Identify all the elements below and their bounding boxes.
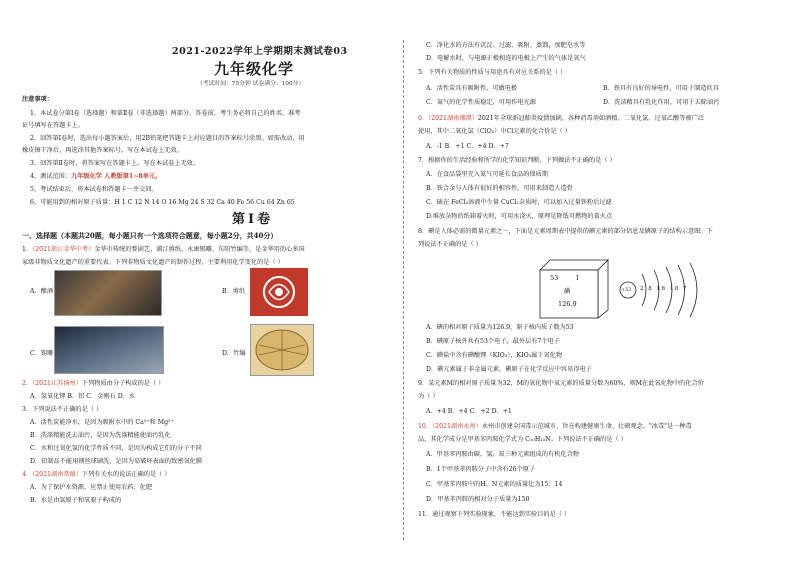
papercut-pattern-icon [251,269,307,315]
q1-line1 [22,246,305,254]
q9-options: A．+4 B．+4 C．+2 D．+1 [426,408,512,415]
note-2a: 2、回答第Ⅰ卷时，选出每小题答案后，用2B铅笔把答题卡上对应题目的答案标号涂黑。如需改动，用 [30,135,305,142]
q8-option-d: D．碘元素属于非金属元素，碘原子在化学反应中容易得电子 [426,366,592,373]
q9-line2: 为（ ） [418,393,439,400]
note-1a: 1、本试卷分第Ⅰ卷（选择题）和第Ⅱ卷（非选择题）两部分。答卷前，考生务必将自己的姓名、准考 [30,110,301,117]
q5-option-a: A．活性炭具有吸附性，可做电极 [426,85,518,92]
q6-options: A．-1 B．+1 C．+4 D．+7 [426,143,509,150]
q3-option-b: B．洗涤精能洗去油污，是因为洗涤精能使油污乳化 [30,432,171,439]
q1-line2: 家级非物质文化遗产的重要代表。下列非物质文化遗产的制作过程，主要利用化学变化的是（ ） [22,259,284,266]
q9-text: 9．某元素M的相对原子质量为32，M的氧化物中氧元素的质量分数为60%，则M在此氧化物中的化合价 [418,380,704,387]
q7-text: 7．根据你的生活经验和所学的化学知识判断，下列做法不正确的是（ ） [418,157,616,164]
q3-option-c: C．水和过氧化氢的化学性质不同，是因为构成它们的分子不同 [30,445,202,452]
q1-number: 1． [22,246,33,253]
q2-text: 下列物质由分子构成的是（ ） [81,380,165,387]
iodine-symbol: I [576,274,579,282]
q1-source: （2021浙江金华中考） [32,246,95,253]
iodine-atom-structure [618,260,738,320]
note-6: 6、可能用到的相对原子质量：H 1 C 12 N 14 O 16 Mg 24 S 32 Ca 40 Fe 56 Cu 64 Zn 65 [30,199,295,206]
q7-option-c: C．硫在 FeCl₃溶液中少量 CuCl₂杂质时，可以加入过量铁粉后过滤 [426,199,612,206]
q10-option-b: B．1个甲基苯丙胺分子中含有26个原子 [426,466,536,473]
q8-text: 8．碘是人体必需的微量元素之一，下面是元素周期表中提供的碘元素的部分信息及碘原子的结构示意图。下 [418,228,713,235]
note-4-label: 4、测试范围： [30,173,72,180]
q6-line [418,115,704,123]
q10-line [418,423,692,431]
iodine-element-cell [536,258,610,320]
q1-option-b: B．剪纸 [222,288,246,295]
q10-option-c: C．甲基苯丙胺中的H、N元素的质量比为15：14 [426,481,563,488]
note-3: 3、回答第Ⅱ卷时，将答案写在答题卡上。写在本试卷上无效。 [30,160,200,167]
q3-option-d: D．铝制品不能用钢丝球刷洗，是因为易破坏表面的致密氧化膜 [30,458,203,465]
q1-option-d: D．竹编 [222,350,246,357]
q8-option-a: A．碘的相对原子质量为126.9，原子核内质子数为53 [426,324,574,331]
q1-option-a: A．酿酒 [30,288,54,295]
q4-option-a: A．为了保护水资源，应禁止使用农药、化肥 [30,484,153,491]
q5-text: 5．下列有关物质的性质与用途具有对应关系的是（ ） [418,69,567,76]
q6-source: 6．（2021湖南湘潭） [418,115,478,122]
q1-text: 金华市传统的婺剧艺、浦江剪纸、永康锡雕、东阳竹编等，是金华用的心多国 [94,246,305,253]
q7-option-a: A．在食品袋里充入氮气可延长食品的保质期 [426,171,549,178]
q4-option-b: B．水是由氢原子和氧原子构成的 [30,497,122,504]
iodine-atomic-mass: 126.9 [558,300,577,308]
note-4-scope: 九年级化学 人教版第1~8单元。 [71,173,162,180]
column-divider [403,40,404,540]
element-cube-icon [536,258,610,320]
q1-image-brewing [54,270,162,316]
q10-text: 永州市创建全国毒示范城市，旨在构建健康生命、壮硕观念。"冰毒"是一种毒 [481,423,692,430]
q3-option-a: A．活性炭能净水，是因为吸附水中的 Ca²⁺和 Mg²⁺ [30,419,174,426]
q8-option-c: C．碘盐中含有碘酸钾（KIO₃），KIO₃属于氧化物 [426,352,563,359]
q10-option-d: D．甲基苯丙胺的相对分子质量为150 [426,496,530,503]
notes-title: 注意事项： [22,96,53,103]
q2-line [22,380,164,388]
q6-text: 2021年全球新冠肺炎疫情加剧，各种消毒剂如酒精、二氧化氯、过氧乙酸等被广泛 [477,115,705,122]
q10-line2: 品，其化学成分是甲基苯丙胺化学式为 C₁₀H₁₅N。下列说法不正确的是（ ） [418,436,627,443]
q5-option-c: C．氮气的化学性质稳定，可用作电光源 [426,99,536,106]
q1-image-papercut [250,268,308,316]
left-column [22,0,392,562]
q11-text: 11．通过观察下列实验现象，不能达到实验目的是（ ） [418,511,571,518]
q7-option-d: D.堆放杂物的纸箱着火时，可用水浇灭，原理是降低可燃物的着火点 [426,213,613,220]
q1-option-c: C．锡雕 [30,350,54,357]
iodine-atomic-number: 53 [550,274,559,282]
exam-meta: （考试时间：75分钟 试卷满分：100分） [197,81,305,87]
q6-line2: 使用，其中二氧化氯（ClO₂）中Cl元素的化合价是（ ） [418,128,571,135]
q4-source: 4．（2021湖南常德） [22,471,82,478]
bamboo-weave-icon [251,325,313,375]
q1-image-tin-carving [54,326,164,374]
nucleus-charge: +53 [621,287,632,293]
q1-image-bamboo-weaving [250,324,314,376]
q10-source: 10．（2021湖南永州） [418,423,482,430]
q4-option-d: D．电解水时，与电源正极相连的电极上产生的气体是氧气 [426,55,586,62]
note-4 [30,173,161,181]
iodine-name: 碘 [564,287,571,295]
q4-option-c: C．净化水的方法有沉淀、过滤、吸附、蒸馏、加肥皂水等 [426,42,586,49]
note-1b: 证号填写在答题卡上。 [22,122,84,129]
q2-options: A．氢氧化钾 B．铝 C．金刚石 D．水 [30,393,136,400]
juan-title: 第Ⅰ卷 [232,212,274,227]
q5-option-d: D．洗洁精具有乳化作用，可用于去除油污 [603,99,720,106]
q5-option-b: B．铁具有良好的导电性，可用于制造炊具 [603,85,719,92]
note-2b: 橡皮擦干净后，再选涂其他答案标号。写在本试卷上无效。 [22,147,183,154]
q8-option-b: B．碘原子核外共有53个电子，最外层有7个电子 [426,338,560,345]
q7-option-b: B．铁合金与人体有很好的相容性，可用来制造人造骨 [426,185,573,192]
section-1-heading: 一、选择题（本题共20题，每小题只有一个选项符合题意，每小题2分，共40分） [22,231,278,240]
q2-source: 2．（2021江苏扬州） [22,380,82,387]
q4-text: 下列有关水的说法正确的是（ ） [81,471,171,478]
subject-title: 九年级化学 [214,60,295,78]
q3-text: 3．下列说法不正确的是（ ） [22,406,103,413]
q8-line2: 列说法不正确的是（ ） [418,241,482,248]
exam-title: 2021-2022学年上学期期末测试卷03 [172,46,348,57]
q4-line [22,471,171,479]
electron-shells: 2 8 18 18 7 [640,286,688,292]
right-column [418,0,788,562]
q10-option-a: A．甲基苯丙胺由碳、氢、氮三种元素组成的有机化合物 [426,451,579,458]
note-5: 5、考试结束后，将本试卷和答题卡一并交回。 [30,186,158,193]
